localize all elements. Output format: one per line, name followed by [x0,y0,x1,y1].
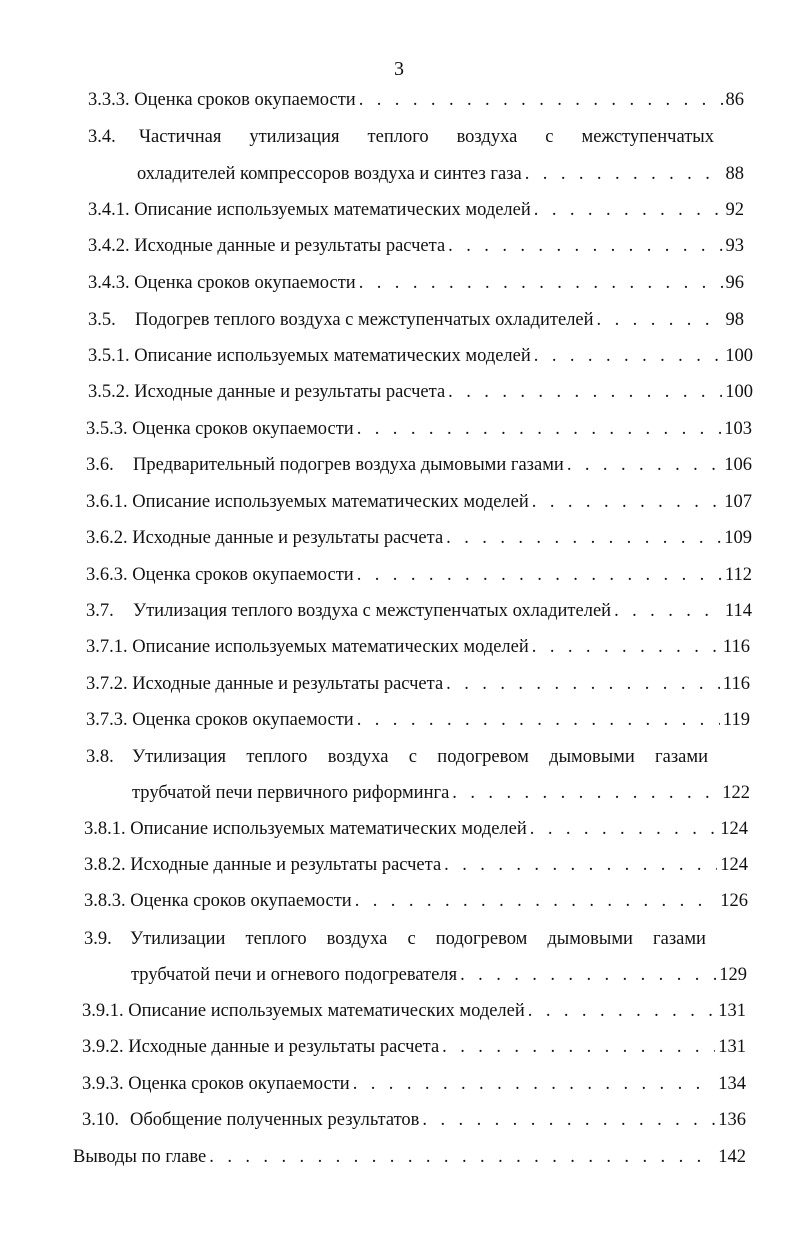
toc-entry-continuation[interactable] [132,781,750,805]
toc-entry[interactable] [86,635,750,659]
toc-entry-number: 3.10. [82,1110,119,1130]
dot-leader [597,308,723,332]
toc-entry-page: 129 [719,965,747,985]
toc-entry-page: 116 [722,674,750,694]
toc-entry-page: 124 [720,819,748,839]
toc-entry-number: 3.9. [84,929,112,949]
toc-entry-page: 103 [724,419,752,439]
toc-entry-title: 3.5.1. Описание используемых математических моделей [88,346,531,366]
toc-entry-number: 3.8. [86,747,114,767]
toc-entry-page: 114 [724,601,752,621]
toc-entry[interactable] [88,380,753,404]
toc-entry-title: 3.7.2. Исходные данные и результаты расчета [86,674,444,694]
toc-entry-title: 3.9.2. Исходные данные и результаты расчета [82,1037,440,1057]
dot-leader [532,490,721,514]
dot-leader [353,1072,716,1096]
toc-entry-title: 3.6.3. Оценка сроков окупаемости [86,565,354,585]
toc-entry[interactable] [88,234,744,258]
toc-entry-page: 109 [724,528,752,548]
toc-entry-title-continued: трубчатой печи и огневого подогревателя [131,965,458,985]
toc-entry[interactable] [86,526,752,550]
toc-entry-page: 126 [720,891,748,911]
dot-leader [357,417,722,441]
dot-leader [442,1035,715,1059]
toc-entry-title: 3.8.3. Оценка сроков окупаемости [84,891,352,911]
toc-entry-page: 92 [725,200,744,220]
toc-entry[interactable] [84,817,748,841]
toc-entry-title: Выводы по главе [73,1147,207,1167]
dot-leader [530,817,717,841]
toc-entry[interactable] [88,308,744,332]
toc-entry-title: 3.7.3. Оценка сроков окупаемости [86,710,354,730]
toc-entry[interactable] [82,1035,746,1059]
toc-entry-title: 3.9.1. Описание используемых математических моделей [82,1001,525,1021]
toc-entry-page: 124 [720,855,748,875]
dot-leader [446,672,720,696]
toc-entry-page: 88 [725,164,744,184]
toc-entry[interactable] [84,853,748,877]
toc-entry[interactable] [82,1072,746,1096]
toc-entry-number: 3.4. [88,127,116,147]
toc-entry-title: 3.8.2. Исходные данные и результаты расчета [84,855,442,875]
page-number: 3 [394,58,404,80]
dot-leader [614,599,722,623]
toc-entry[interactable] [86,672,750,696]
toc-entry[interactable] [86,417,752,441]
toc-entry-page: 86 [725,90,744,110]
toc-entry-title: 3.6.1. Описание используемых математических моделей [86,492,529,512]
toc-entry-continuation[interactable] [137,162,744,186]
toc-entry-title: 3.3.3. Оценка сроков окупаемости [88,90,356,110]
toc-entry-page: 100 [725,382,753,402]
toc-entry-page: 142 [718,1147,746,1167]
toc-entry[interactable] [86,708,750,732]
toc-entry-title: 3.8.1. Описание используемых математических моделей [84,819,527,839]
toc-entry-page: 134 [718,1074,746,1094]
toc-entry[interactable] [88,198,744,222]
toc-entry-page: 98 [725,310,744,330]
toc-entry[interactable] [88,271,744,295]
dot-leader [528,999,715,1023]
toc-entry-page: 131 [718,1037,746,1057]
toc-entry-page: 100 [725,346,753,366]
dot-leader [532,635,720,659]
toc-entry-page: 119 [722,710,750,730]
dot-leader [444,853,717,877]
toc-entry-page: 112 [724,565,752,585]
toc-entry-title: 3.5.2. Исходные данные и результаты расчета [88,382,446,402]
dot-leader [448,380,722,404]
dot-leader [460,963,716,987]
dot-leader [534,198,723,222]
toc-entry[interactable] [84,889,748,913]
toc-entry[interactable] [88,125,714,149]
toc-entry-title: Подогрев теплого воздуха с межступенчатых охладителей [135,310,594,330]
toc-entry-title: 3.4.3. Оценка сроков окупаемости [88,273,356,293]
dot-leader [355,889,718,913]
toc-entry-page: 107 [724,492,752,512]
toc-entry[interactable] [88,344,753,368]
toc-entry[interactable] [86,599,752,623]
toc-entry-number: 3.6. [86,455,114,475]
toc-entry-title: Обобщение полученных результатов [130,1110,420,1130]
dot-leader [209,1145,715,1169]
toc-entry-number: 3.5. [88,310,116,330]
toc-entry-title: 3.4.2. Исходные данные и результаты расчета [88,236,446,256]
toc-entry-title: 3.5.3. Оценка сроков окупаемости [86,419,354,439]
toc-entry-page: 136 [718,1110,746,1130]
toc-entry-page: 122 [722,783,750,803]
toc-entry[interactable] [73,1145,746,1169]
toc-entry[interactable] [86,490,752,514]
toc-entry-page: 93 [725,236,744,256]
dot-leader [422,1108,715,1132]
toc-entry-title: 3.4.1. Описание используемых математических моделей [88,200,531,220]
toc-entry-title: Утилизация теплого воздуха с подогревом дымовыми газами [132,747,708,767]
toc-entry-page: 106 [724,455,752,475]
toc-entry[interactable] [86,563,752,587]
toc-entry-title-continued: трубчатой печи первичного риформинга [132,783,450,803]
toc-entry-title: 3.9.3. Оценка сроков окупаемости [82,1074,350,1094]
toc-entry-title: Частичная утилизация теплого воздуха с межступенчатых [139,127,714,147]
dot-leader [359,271,723,295]
toc-entry[interactable] [86,745,708,769]
toc-entry[interactable] [84,927,706,951]
toc-entry-title: 3.6.2. Исходные данные и результаты расчета [86,528,444,548]
toc-entry-continuation[interactable] [131,963,747,987]
dot-leader [357,708,720,732]
toc-entry-page: 131 [718,1001,746,1021]
dot-leader [534,344,722,368]
dot-leader [452,781,719,805]
dot-leader [567,453,721,477]
toc-entry-title: Предварительный подогрев воздуха дымовыми газами [133,455,564,475]
dot-leader [448,234,722,258]
toc-entry[interactable] [86,453,752,477]
toc-entry-title-continued: охладителей компрессоров воздуха и синтез газа [137,164,522,184]
toc-entry-title: 3.7.1. Описание используемых математических моделей [86,637,529,657]
dot-leader [357,563,722,587]
toc-entry[interactable] [82,999,746,1023]
toc-entry[interactable] [82,1108,746,1132]
dot-leader [446,526,721,550]
toc-entry-number: 3.7. [86,601,114,621]
toc-entry-title: Утилизации теплого воздуха с подогревом дымовыми газами [130,929,706,949]
toc-entry-page: 96 [725,273,744,293]
toc-entry[interactable] [88,88,744,112]
toc-entry-page: 116 [722,637,750,657]
dot-leader [359,88,723,112]
toc-entry-title: Утилизация теплого воздуха с межступенчатых охладителей [133,601,612,621]
dot-leader [525,162,723,186]
